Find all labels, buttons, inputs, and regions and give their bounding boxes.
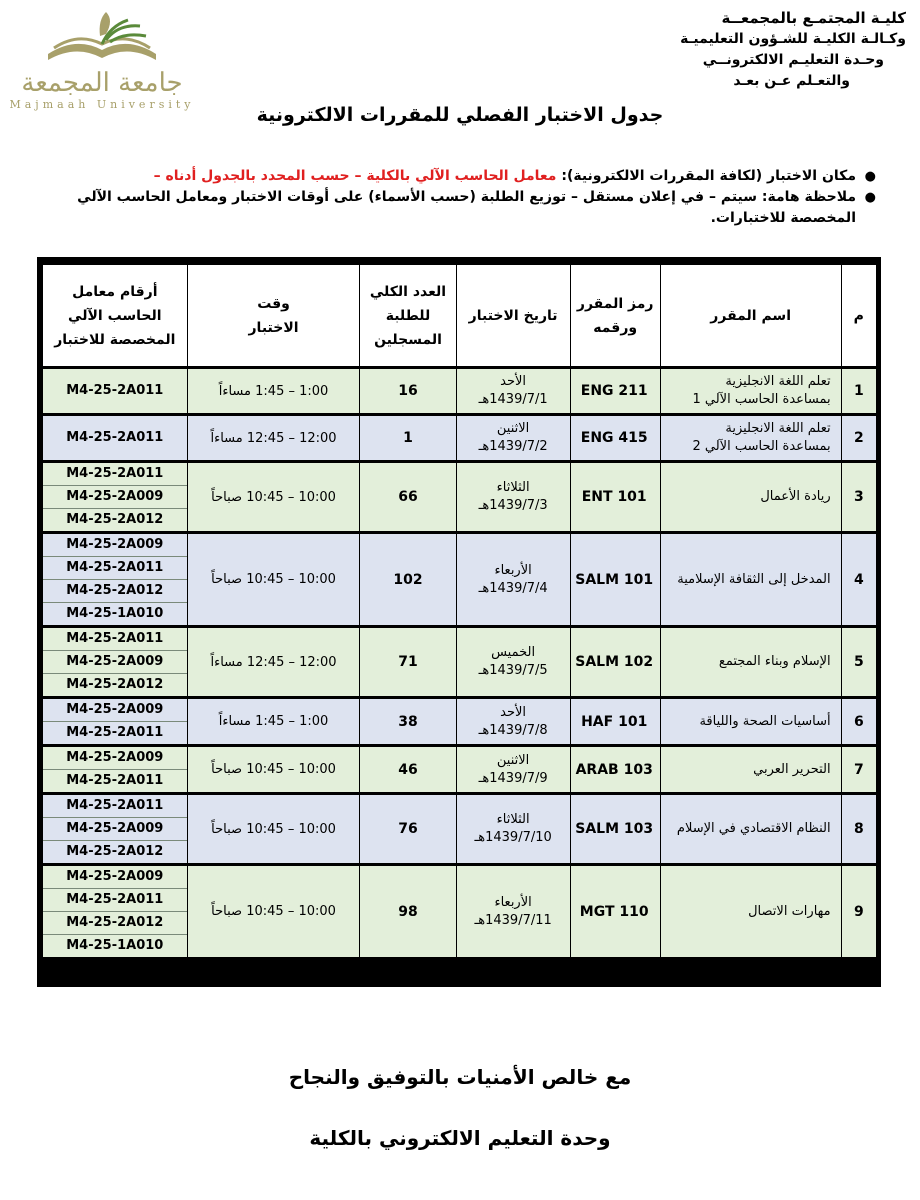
course-name: [660, 534, 841, 625]
course-name-line1: النظام الاقتصادي في الإسلام: [676, 821, 831, 836]
row-number: 7: [841, 747, 876, 792]
header-labs: [42, 265, 187, 366]
header-labs-line1: أرقام معامل: [72, 283, 158, 300]
course-name: [660, 369, 841, 413]
book-icon: [40, 6, 164, 68]
exam-date: [456, 795, 570, 863]
exam-time: 10:00 – 10:45 صباحاً: [187, 534, 360, 625]
header-labs-line2: الحاسب الآلي: [68, 307, 162, 324]
row-number: 2: [841, 416, 876, 460]
schedule-table-frame: [37, 257, 881, 987]
exam-day: الخميس: [491, 645, 536, 660]
course-name: [660, 699, 841, 744]
course-code: SALM 102: [570, 628, 660, 696]
row-number: 4: [841, 534, 876, 625]
table-header-row: [42, 265, 876, 366]
header-count-line2: للطلبة: [385, 307, 431, 324]
header-code-line1: رمز المقرر: [576, 295, 654, 312]
student-count: 71: [359, 628, 455, 696]
course-name: [660, 747, 841, 792]
lab-numbers: [42, 866, 187, 957]
exam-date-value: 1439/7/2هـ: [478, 439, 548, 454]
student-count: 76: [359, 795, 455, 863]
course-name-line1: أساسيات الصحة واللياقة: [699, 713, 831, 729]
exam-day: الأحد: [500, 374, 527, 389]
course-name: [660, 795, 841, 863]
exam-day: الأحد: [500, 704, 527, 720]
header-labs-line3: المخصصة للاختبار: [54, 331, 176, 348]
logo-arabic-name: جامعة المجمعة: [21, 68, 183, 98]
exam-date-value: 1439/7/1هـ: [478, 392, 548, 407]
exam-day: الثلاثاء: [496, 480, 530, 495]
header-num: م: [841, 265, 876, 366]
exam-time: 10:00 – 10:45 صباحاً: [187, 866, 360, 957]
schedule-table: [42, 262, 876, 960]
exam-date-value: 1439/7/5هـ: [478, 663, 548, 678]
lab-number: M4-25-1A010: [66, 938, 164, 953]
page-title: جدول الاختبار الفصلي للمقررات الالكترونية: [256, 104, 664, 126]
course-code: ENG 211: [570, 369, 660, 413]
student-count: 98: [359, 866, 455, 957]
course-name-line2: بمساعدة الحاسب الآلي 2: [692, 439, 831, 454]
row-number: 1: [841, 369, 876, 413]
lab-number: M4-25-2A012: [43, 912, 187, 935]
course-name-line2: بمساعدة الحاسب الآلي 1: [692, 392, 831, 407]
exam-date: [456, 463, 570, 531]
lab-number: M4-25-2A011: [43, 557, 187, 580]
student-count: 16: [359, 369, 455, 413]
lab-number: M4-25-2A011: [66, 430, 164, 445]
lab-numbers: [42, 463, 187, 531]
exam-time: 10:00 – 10:45 صباحاً: [187, 747, 360, 792]
header-time-line2: الاختبار: [248, 319, 299, 336]
exam-date: [456, 866, 570, 957]
exam-time: 1:00 – 1:45 مساءاً: [187, 369, 360, 413]
course-name-line1: ريادة الأعمال: [760, 489, 831, 504]
note-important-text: ملاحظة هامة: سيتم – في إعلان مستقل – توزيع الطلبة (حسب الأسماء) على أوقات الاختبار ومعامل الحاسب الآلي المخصصة للاختبارات.: [77, 189, 856, 226]
course-name-line1: الإسلام وبناء المجتمع: [718, 654, 831, 669]
row-number: 8: [841, 795, 876, 863]
lab-number: M4-25-2A011: [43, 463, 187, 486]
row-number: 9: [841, 866, 876, 957]
lab-numbers: [42, 416, 187, 460]
bullet-icon: ●: [864, 190, 876, 205]
course-name: [660, 628, 841, 696]
lab-number: M4-25-2A009: [43, 486, 187, 509]
course-name-line1: التحرير العربي: [753, 761, 831, 777]
course-name-line1: المدخل إلى الثقافة الإسلامية: [677, 571, 831, 587]
lab-numbers: [42, 699, 187, 744]
table-row: [42, 463, 876, 531]
lab-number: M4-25-2A009: [43, 818, 187, 841]
university-logo: [2, 4, 202, 110]
lab-number: M4-25-2A011: [66, 773, 164, 788]
course-code: ARAB 103: [570, 747, 660, 792]
note-location-highlight: معامل الحاسب الآلي بالكلية – حسب المحدد بالجدول أدناه –: [153, 168, 557, 184]
lab-numbers: [42, 534, 187, 625]
exam-date: [456, 369, 570, 413]
lab-number: M4-25-2A012: [66, 512, 164, 527]
row-number: 3: [841, 463, 876, 531]
lab-number: M4-25-1A010: [66, 606, 164, 621]
student-count: 38: [359, 699, 455, 744]
unit-name: وحـدة التعليـم الالكترونــي: [702, 52, 884, 68]
bullet-icon: ●: [864, 169, 876, 184]
deanship-name: وكـالـة الكليـة للشـؤون التعليميـة: [680, 31, 906, 47]
closing-unit: وحدة التعليم الالكتروني بالكلية: [309, 1126, 611, 1150]
exam-date-value: 1439/7/9هـ: [478, 770, 548, 786]
course-code: HAF 101: [570, 699, 660, 744]
exam-day: الثلاثاء: [496, 812, 530, 827]
lab-numbers: [42, 628, 187, 696]
lab-number: M4-25-2A012: [66, 844, 164, 859]
notes: [66, 166, 876, 229]
lab-numbers: [42, 369, 187, 413]
exam-date: [456, 628, 570, 696]
college-name: كليـة المجتمـع بالمجمعــة: [721, 9, 906, 27]
course-name: [660, 416, 841, 460]
course-code: ENT 101: [570, 463, 660, 531]
table-row: [42, 534, 876, 625]
course-code: SALM 101: [570, 534, 660, 625]
table-body: [42, 369, 876, 957]
exam-date: [456, 699, 570, 744]
lab-numbers: [42, 747, 187, 792]
student-count: 46: [359, 747, 455, 792]
exam-day: الأربعاء: [494, 894, 532, 910]
course-code: SALM 103: [570, 795, 660, 863]
header-date: تاريخ الاختبار: [456, 265, 570, 366]
lab-number: M4-25-2A009: [43, 534, 187, 557]
row-number: 6: [841, 699, 876, 744]
exam-day: الاثنين: [496, 421, 530, 436]
lab-number: M4-25-2A012: [43, 580, 187, 603]
header-code-line2: ورقمه: [593, 319, 638, 336]
exam-date-value: 1439/7/10هـ: [474, 830, 552, 845]
lab-number: M4-25-2A011: [43, 795, 187, 818]
table-row: [42, 747, 876, 792]
course-name: [660, 463, 841, 531]
exam-time: 12:00 – 12:45 مساءاً: [187, 416, 360, 460]
exam-day: الاثنين: [496, 752, 530, 768]
course-code: ENG 415: [570, 416, 660, 460]
table-row: [42, 866, 876, 957]
exam-date-value: 1439/7/11هـ: [474, 912, 552, 928]
lab-number: M4-25-2A009: [43, 699, 187, 722]
lab-number: M4-25-2A009: [43, 866, 187, 889]
unit-name-cont: والتعـلم عـن بعـد: [733, 73, 850, 89]
course-name-line1: مهارات الاتصال: [748, 903, 831, 919]
exam-day: الأربعاء: [494, 562, 532, 578]
lab-number: M4-25-2A012: [66, 677, 164, 692]
closing-wish: مع خالص الأمنيات بالتوفيق والنجاح: [288, 1065, 632, 1089]
table-row: [42, 416, 876, 460]
exam-date-value: 1439/7/8هـ: [478, 722, 548, 738]
course-code: MGT 110: [570, 866, 660, 957]
course-name: [660, 866, 841, 957]
lab-number: M4-25-2A011: [43, 628, 187, 651]
exam-date: [456, 416, 570, 460]
header-name: اسم المقرر: [660, 265, 841, 366]
header-code: [570, 265, 660, 366]
lab-number: M4-25-2A009: [43, 747, 187, 770]
lab-numbers: [42, 795, 187, 863]
exam-date-value: 1439/7/4هـ: [478, 580, 548, 596]
lab-number: M4-25-2A011: [43, 889, 187, 912]
lab-number: M4-25-2A011: [66, 383, 164, 398]
table-row: [42, 628, 876, 696]
note-important: [66, 187, 876, 229]
exam-date: [456, 747, 570, 792]
header-time: [187, 265, 360, 366]
header-count-line3: المسجلين: [374, 331, 442, 348]
exam-time: 12:00 – 12:45 مساءاً: [187, 628, 360, 696]
exam-time: 10:00 – 10:45 صباحاً: [187, 795, 360, 863]
lab-number: M4-25-2A009: [43, 651, 187, 674]
college-header: [666, 8, 906, 92]
table-row: [42, 699, 876, 744]
table-row: [42, 369, 876, 413]
student-count: 1: [359, 416, 455, 460]
student-count: 102: [359, 534, 455, 625]
header-count: [359, 265, 455, 366]
student-count: 66: [359, 463, 455, 531]
course-name-line1: تعلم اللغة الانجليزية: [725, 374, 831, 389]
exam-date: [456, 534, 570, 625]
header-time-line1: وقت: [257, 295, 290, 312]
row-number: 5: [841, 628, 876, 696]
note-location: [66, 166, 876, 187]
exam-time: 10:00 – 10:45 صباحاً: [187, 463, 360, 531]
exam-time: 1:00 – 1:45 مساءاً: [187, 699, 360, 744]
logo-english-name: Majmaah University: [9, 98, 195, 111]
course-name-line1: تعلم اللغة الانجليزية: [725, 421, 831, 436]
lab-number: M4-25-2A011: [66, 725, 164, 740]
table-row: [42, 795, 876, 863]
exam-date-value: 1439/7/3هـ: [478, 498, 548, 513]
note-location-prefix: مكان الاختبار (لكافة المقررات الالكترونية):: [556, 168, 856, 184]
header-count-line1: العدد الكلي: [369, 283, 447, 300]
